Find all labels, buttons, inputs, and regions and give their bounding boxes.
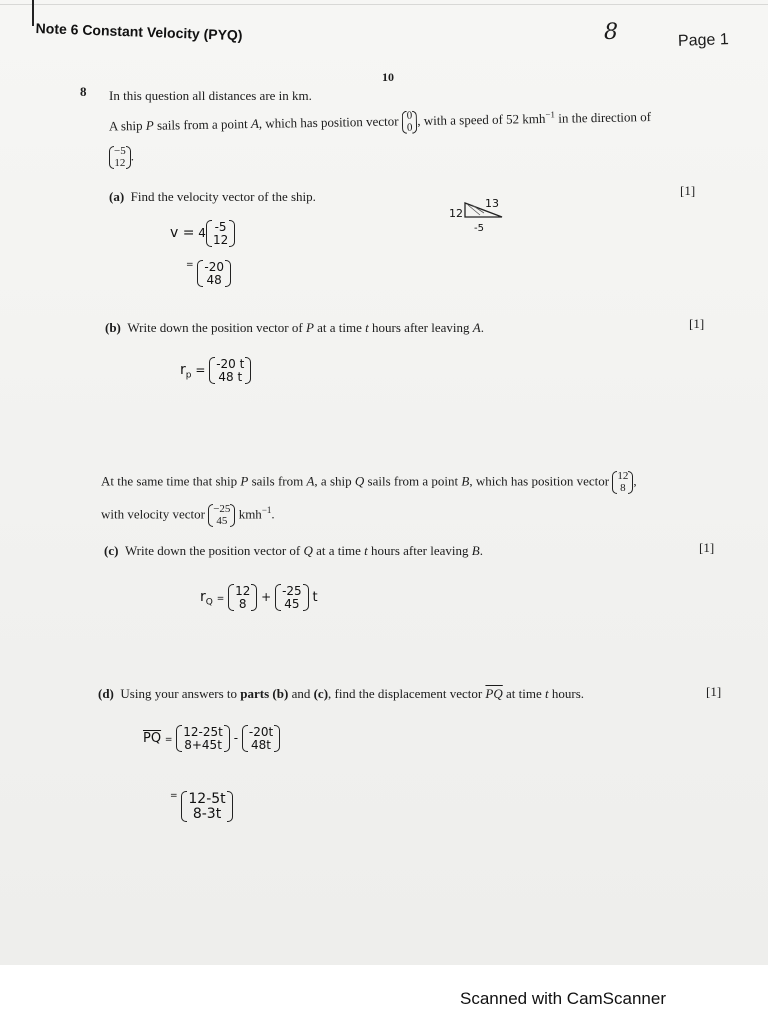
position-vector-a: 0 0 <box>402 111 418 134</box>
top-rule <box>0 4 768 5</box>
part-b-question: (b) Write down the position vector of P at a time t hours after leaving A. <box>105 320 484 335</box>
part-a-question: (a) Find the velocity vector of the ship. <box>109 189 316 204</box>
answer-c-vec1: 12 8 <box>228 584 257 611</box>
question-intro: In this question all distances are in km. <box>109 88 312 103</box>
answer-b-vec: -20 t 48 t <box>209 357 251 384</box>
answer-c: $r_Q$ = 12 8 + -25 45 t <box>200 584 318 611</box>
ship-p-sentence: A ship P sails from a point A, which has position vector 0 0 , with a speed of 52 kmh$^{-1}$ in the direction of <box>108 109 652 134</box>
direction-line: −5 12 . <box>109 146 134 169</box>
question-number: 8 <box>80 84 87 99</box>
answer-b: $r_p$ = -20 t 48 t <box>180 357 251 384</box>
answer-d-line2: = 12-5t 8-3t <box>170 791 233 822</box>
answer-d-vec3: 12-5t 8-3t <box>181 791 232 822</box>
answer-a-line1: v = 4 -5 12 <box>170 220 235 247</box>
ship-q-sentence: At the same time that ship P sails from A, a ship Q sails from a point B, which has position vector 12 8 , <box>101 470 637 494</box>
part-a-marks: [1] <box>680 183 696 198</box>
velocity-vector-q: −25 45 <box>208 504 235 527</box>
answer-a-vec1: -5 12 <box>206 220 235 247</box>
part-d-question: (d) Using your answers to parts (b) and (c), find the displacement vector $\overline{PQ}$ at time t hours. <box>98 686 585 701</box>
page-label: Page 1 <box>677 31 729 50</box>
triangle-side-label: 12 <box>449 207 463 220</box>
page-number: 10 <box>382 70 394 84</box>
direction-vector: −5 12 <box>109 146 131 169</box>
camscanner-watermark: Scanned with CamScanner <box>460 989 667 1008</box>
margin-rule <box>32 0 34 26</box>
part-c-question: (c) Write down the position vector of Q at a time t hours after leaving B. <box>104 543 483 558</box>
answer-d-vec1: 12-25t 8+45t <box>176 725 230 752</box>
answer-a-line2: = -20 48 <box>186 260 231 287</box>
position-vector-b: 12 8 <box>612 471 633 494</box>
part-d-marks: [1] <box>706 684 722 699</box>
part-b-marks: [1] <box>689 316 705 331</box>
answer-d-line1: $\overline{PQ}$ = 12-25t 8+45t - -20t 48t <box>143 725 280 752</box>
part-c-marks: [1] <box>699 540 715 555</box>
note-title: Note 6 Constant Velocity (PYQ) <box>35 20 243 44</box>
triangle-base-label: -5 <box>474 223 484 234</box>
answer-a-vec2: -20 48 <box>197 260 231 287</box>
triangle-hypotenuse-label: 13 <box>485 197 499 210</box>
ship-q-velocity: with velocity vector −25 45 kmh$^{-1}$. <box>101 503 275 527</box>
mark-symbol: 8 <box>604 20 618 45</box>
answer-c-vec2: -25 45 <box>275 584 309 611</box>
answer-d-vec2: -20t 48t <box>242 725 280 752</box>
